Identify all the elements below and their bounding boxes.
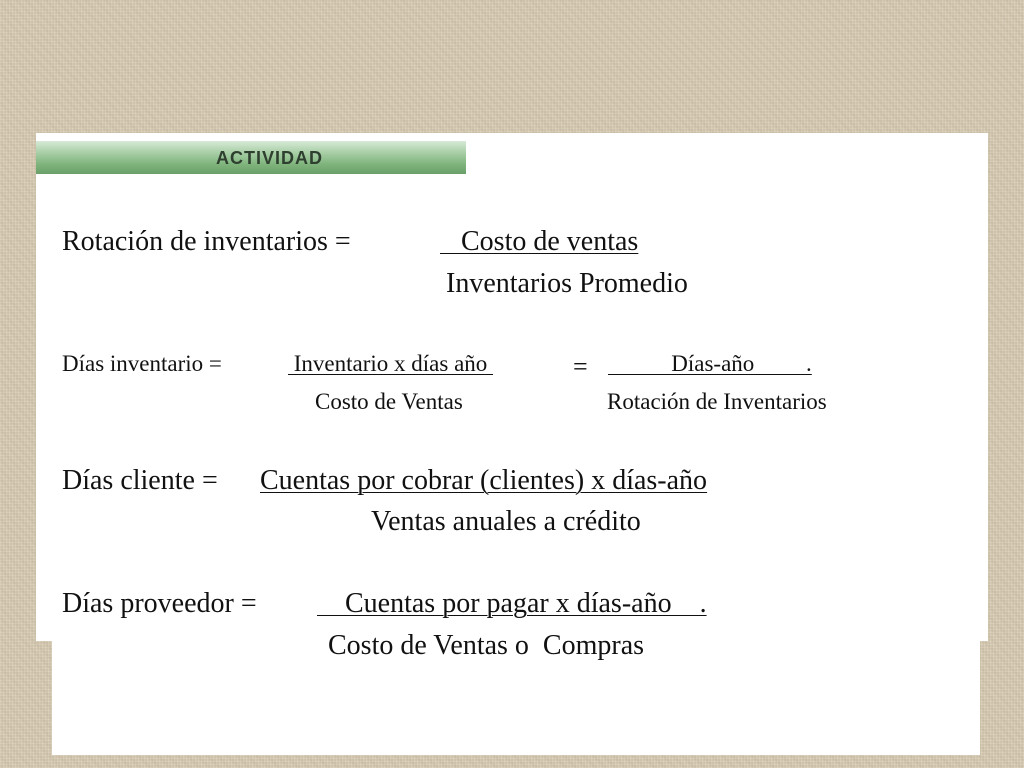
dias-inventario-numerator-2: Días-año . bbox=[608, 351, 812, 376]
dias-proveedor-numerator: Cuentas por pagar x días-año . bbox=[317, 588, 707, 619]
slide-content-panel bbox=[36, 133, 988, 641]
dias-inventario-denominator-2: Rotación de Inventarios bbox=[607, 389, 827, 414]
dias-inventario-numerator-1: Inventario x días año bbox=[288, 351, 494, 376]
dias-inventario-lhs: Días inventario = bbox=[62, 351, 222, 376]
dias-cliente-denominator: Ventas anuales a crédito bbox=[371, 506, 641, 537]
rotacion-denominator: Inventarios Promedio bbox=[446, 268, 688, 299]
banner-label: ACTIVIDAD bbox=[216, 148, 323, 168]
dias-inventario-denominator-1: Costo de Ventas bbox=[315, 389, 463, 414]
rotacion-numerator: Costo de ventas bbox=[440, 226, 639, 257]
activity-banner bbox=[36, 141, 466, 174]
dias-proveedor-denominator: Costo de Ventas o Compras bbox=[328, 630, 645, 661]
dias-cliente-numerator: Cuentas por cobrar (clientes) x días-año bbox=[260, 465, 708, 496]
dias-proveedor-lhs: Días proveedor = bbox=[62, 588, 257, 619]
dias-cliente-lhs: Días cliente = bbox=[62, 465, 218, 496]
dias-inventario-equals: = bbox=[573, 352, 588, 381]
rotacion-lhs: Rotación de inventarios = bbox=[62, 226, 351, 257]
